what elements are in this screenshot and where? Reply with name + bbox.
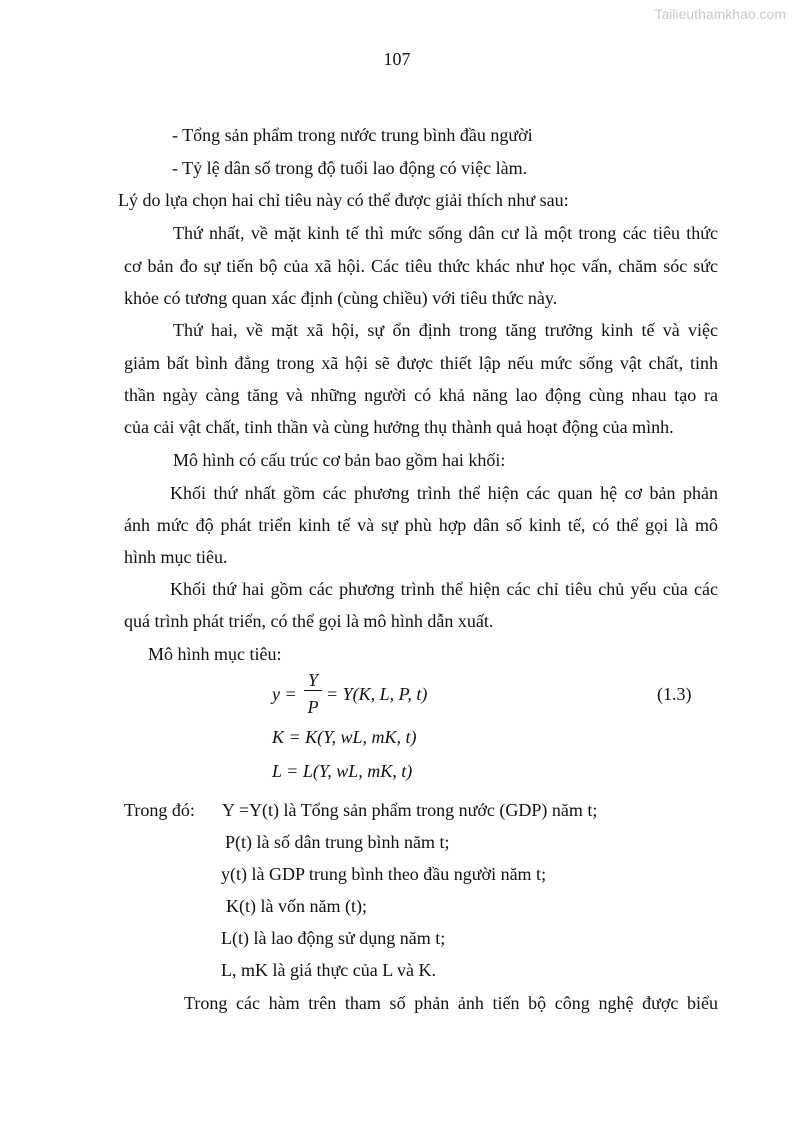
bullet-item: - Tổng sản phẩm trong nước trung bình đầu người xyxy=(172,125,533,145)
paragraph-line: Trong các hàm trên tham số phản ảnh tiến bộ công nghệ được biểu xyxy=(184,993,718,1013)
equation-1-rhs: = Y(K, L, P, t) xyxy=(326,684,428,704)
paragraph-line: hình mục tiêu. xyxy=(124,547,228,567)
fraction-denominator: P xyxy=(307,697,319,717)
definition-item: P(t) là số dân trung bình năm t; xyxy=(225,832,450,852)
paragraph-line: ánh mức độ phát triển kinh tế và sự phù hợp dân số kinh tế, có thể gọi là mô xyxy=(124,515,718,535)
paragraph-line: thần ngày càng tăng và những người có khả năng lao động cùng nhau tạo ra xyxy=(124,385,718,405)
paragraph-line: Khối thứ nhất gồm các phương trình thể hiện các quan hệ cơ bản phản xyxy=(170,483,718,503)
equation-number: (1.3) xyxy=(657,684,692,704)
definition-item: y(t) là GDP trung bình theo đầu người năm t; xyxy=(221,864,547,884)
paragraph-line: Lý do lựa chọn hai chỉ tiêu này có thể được giải thích như sau: xyxy=(118,190,569,210)
paragraph-line: của cải vật chất, tinh thần và cùng hưởng thụ thành quả hoạt động của mình. xyxy=(124,417,674,437)
definition-item: Y =Y(t) là Tổng sản phẩm trong nước (GDP) năm t; xyxy=(222,800,598,820)
paragraph-line: cơ bản đo sự tiến bộ của xã hội. Các tiêu thức khác như học vấn, chăm sóc sức xyxy=(124,256,718,276)
equation-2: K = K(Y, wL, mK, t) xyxy=(272,727,417,747)
paragraph-line: giảm bất bình đẳng trong xã hội sẽ được thiết lập nếu mức sống vật chất, tinh xyxy=(124,353,718,373)
equation-1-lhs: y = xyxy=(272,684,297,704)
subheading: Mô hình mục tiêu: xyxy=(148,644,282,664)
definition-item: K(t) là vốn năm (t); xyxy=(226,896,367,916)
paragraph-line: Thứ hai, về mặt xã hội, sự ổn định trong tăng trưởng kinh tế và việc xyxy=(173,320,718,340)
definition-item: L, mK là giá thực của L và K. xyxy=(221,960,437,980)
bullet-item: - Tỷ lệ dân số trong độ tuổi lao động có việc làm. xyxy=(172,158,528,178)
fraction-bar xyxy=(304,690,322,691)
page-number: 107 xyxy=(383,49,411,69)
paragraph-line: Khối thứ hai gồm các phương trình thể hiện các chỉ tiêu chủ yếu của các xyxy=(170,579,718,599)
paragraph-line: Mô hình có cấu trúc cơ bản bao gồm hai khối: xyxy=(173,450,506,470)
paragraph-line: Thứ nhất, về mặt kinh tế thì mức sống dân cư là một trong các tiêu thức xyxy=(173,223,718,243)
paragraph-line: khỏe có tương quan xác định (cùng chiều) với tiêu thức này. xyxy=(124,288,558,308)
definition-item: L(t) là lao động sử dụng năm t; xyxy=(221,928,446,948)
fraction-numerator: Y xyxy=(307,670,318,690)
where-label: Trong đó: xyxy=(124,800,195,820)
equation-1-fraction xyxy=(304,670,322,718)
equation-3: L = L(Y, wL, mK, t) xyxy=(272,761,413,781)
paragraph-line: quá trình phát triển, có thể gọi là mô hình dẫn xuất. xyxy=(124,611,494,631)
watermark: Tailieuthamkhao.com xyxy=(654,6,786,22)
